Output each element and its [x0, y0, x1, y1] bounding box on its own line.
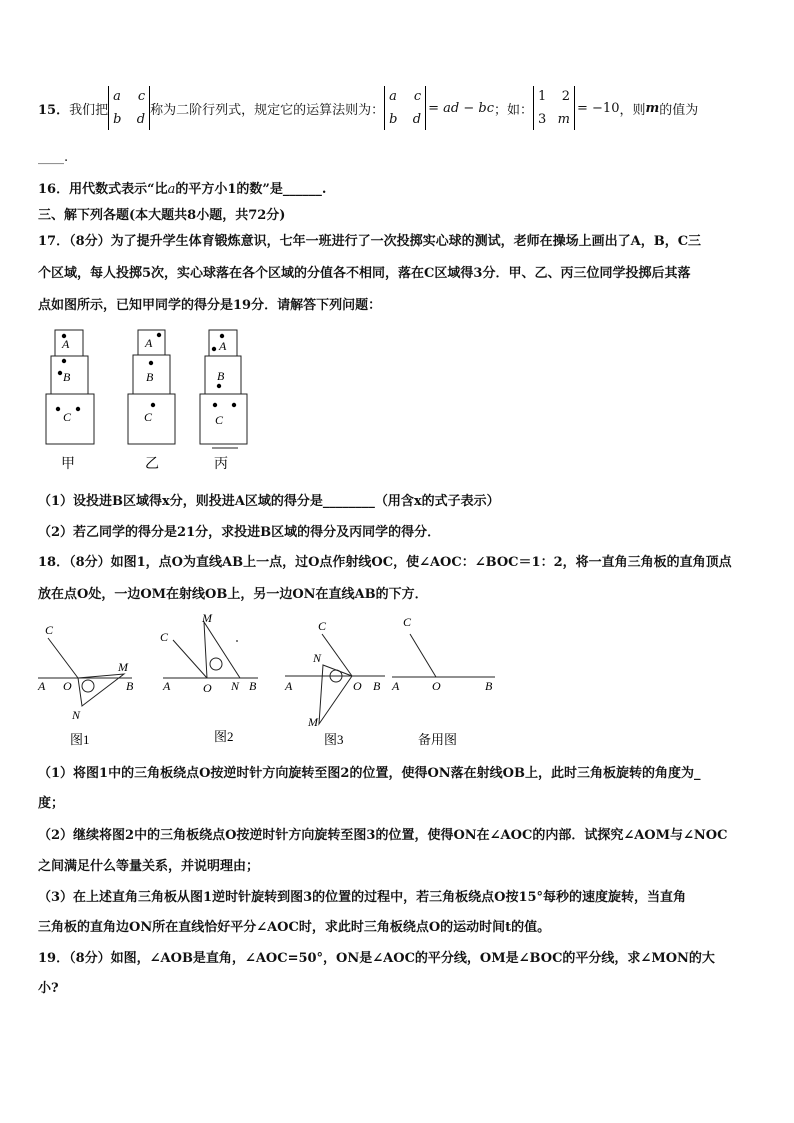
q15-text2: 称为二阶行列式，规定它的运算法则为：: [150, 102, 385, 118]
q15-blank: ____.: [38, 150, 69, 165]
determinant-2: [384, 86, 426, 130]
label-yi: 乙: [145, 457, 159, 472]
determinant-3: [533, 86, 575, 130]
bing-zone-c: [200, 394, 247, 444]
fig1-label-o: O: [63, 679, 72, 693]
fig2-label-n: N: [231, 679, 240, 693]
q15-line: [38, 86, 698, 130]
q18-sub2a: （2）继续将图2中的三角板绕点O按逆时针方向旋转至图3的位置，使得ON在∠AOC的内部．试探究∠AOM与∠NOC: [38, 828, 728, 843]
section-3-heading: 三、解下列各题(本大题共8小题，共72分): [38, 208, 286, 223]
fig2-label-a: A: [163, 679, 171, 693]
det3-d: m: [557, 112, 570, 127]
caption-fig3: 图3: [324, 732, 344, 747]
q18-figures: [0, 606, 794, 752]
det3-c: 2: [561, 89, 570, 104]
fig3-label-b: B: [373, 679, 381, 693]
det1-d: d: [136, 112, 146, 127]
q18-line2: 放在点O处，一边OM在射线OB上，另一边ON在直线AB的下方．: [38, 587, 428, 602]
q18-sub1a: （1）将图1中的三角板绕点O按逆时针方向旋转至图2的位置，使得ON落在射线OB上，此时三角板旋转的角度为_: [38, 766, 701, 781]
q15-text4: ，则: [619, 102, 646, 118]
fig1-label-b: B: [126, 679, 134, 693]
yi-label-a: A: [145, 336, 153, 350]
caption-fig2: 图2: [214, 729, 234, 744]
q16-text1: 16．用代数式表示“比: [38, 182, 168, 197]
q17-line1: 17．（8分）为了提升学生体育锻炼意识，七年一班进行了一次投掷实心球的测试，老师在操场上画出了A，B，C三: [38, 234, 702, 249]
q15-text3: ；如：: [493, 102, 533, 118]
fig3-label-o: O: [353, 679, 362, 693]
det2-d: d: [412, 112, 422, 127]
det1-b: b: [113, 112, 122, 127]
q18-sub3b: 三角板的直角边ON所在直线恰好平分∠AOC时，求此时三角板绕点O的运动时间t的值。: [38, 920, 551, 935]
spare-label-a: A: [392, 679, 400, 693]
label-jia: 甲: [61, 457, 75, 472]
fig1-label-a: A: [38, 679, 46, 693]
det2-c: c: [413, 89, 422, 104]
det2-b: b: [389, 112, 398, 127]
q17-line2: 个区域，每人投掷5次，实心球落在各个区域的分值各不相同，落在C区域得3分．甲、乙、丙三位同学投掷后其落: [38, 266, 691, 281]
q17-figure: [0, 320, 794, 480]
q17-line3: 点如图所示，已知甲同学的得分是19分．请解答下列问题：: [38, 298, 382, 313]
fig3-label-m: M: [308, 715, 318, 729]
fig3-label-a: A: [285, 679, 293, 693]
q17-sub1: （1）设投进B区域得x分，则投进A区域的得分是________（用含x的式子表示）: [38, 494, 500, 509]
fig2-label-m: M: [202, 611, 212, 625]
det3-b: 3: [538, 112, 547, 127]
q18-sub2b: 之间满足什么等量关系，并说明理由；: [38, 859, 260, 874]
spare-label-c: C: [403, 615, 412, 629]
determinant-1: [108, 86, 150, 130]
caption-spare: 备用图: [418, 732, 458, 747]
spare-label-o: O: [432, 679, 441, 693]
q16-text2: 的平方小1的数”是______.: [175, 182, 327, 197]
spare-label-b: B: [485, 679, 493, 693]
bing-label-b: B: [217, 369, 225, 383]
q19-line2: 小?: [38, 981, 59, 996]
bing-label-c: C: [215, 413, 224, 427]
q18-sub1b: 度；: [38, 796, 65, 811]
q16-var-a: a: [167, 182, 176, 197]
fig1-label-c: C: [45, 623, 54, 637]
jia-label-a: A: [62, 337, 70, 351]
det2-a: a: [389, 89, 397, 104]
q15-text5: 的值为: [659, 102, 699, 118]
fig2-label-b: B: [249, 679, 257, 693]
q18-sub3a: （3）在上述直角三角板从图1逆时针旋转到图3的位置的过程中，若三角板绕点O按15°每秒的速度旋转，当直角: [38, 890, 687, 905]
q15-rule: = ad − bc: [428, 100, 494, 116]
fig1-label-n: N: [72, 708, 81, 722]
q15-text1: 我们把: [69, 102, 109, 118]
q16-line: [38, 178, 326, 197]
det3-a: 1: [538, 89, 547, 104]
q15-var-m: m: [645, 100, 660, 116]
fig2-label-o: O: [203, 681, 212, 695]
yi-label-c: C: [144, 410, 153, 424]
fig3-label-n: N: [313, 651, 322, 665]
det1-c: c: [137, 89, 146, 104]
fig1-label-m: M: [118, 660, 128, 674]
jia-label-c: C: [63, 410, 72, 424]
q17-sub2: （2）若乙同学的得分是21分，求投进B区域的得分及丙同学的得分．: [38, 525, 441, 540]
fig2-label-c: C: [160, 630, 169, 644]
bing-label-a: A: [219, 339, 227, 353]
q18-line1: 18．（8分）如图1，点O为直线AB上一点，过O点作射线OC，使∠AOC：∠BOC＝1：2，将一直角三角板的直角顶点: [38, 555, 732, 570]
caption-fig1: 图1: [70, 732, 90, 747]
yi-label-b: B: [146, 370, 154, 384]
jia-label-b: B: [63, 370, 71, 384]
fig3-label-c: C: [318, 619, 327, 633]
label-bing: 丙: [214, 457, 228, 472]
det1-a: a: [113, 89, 121, 104]
q15-eq: = −10: [577, 100, 620, 116]
q19-line1: 19．（8分）如图，∠AOB是直角，∠AOC=50°，ON是∠AOC的平分线，OM是∠BOC的平分线，求∠MON的大: [38, 951, 715, 966]
q15-number: 15．: [38, 102, 70, 118]
